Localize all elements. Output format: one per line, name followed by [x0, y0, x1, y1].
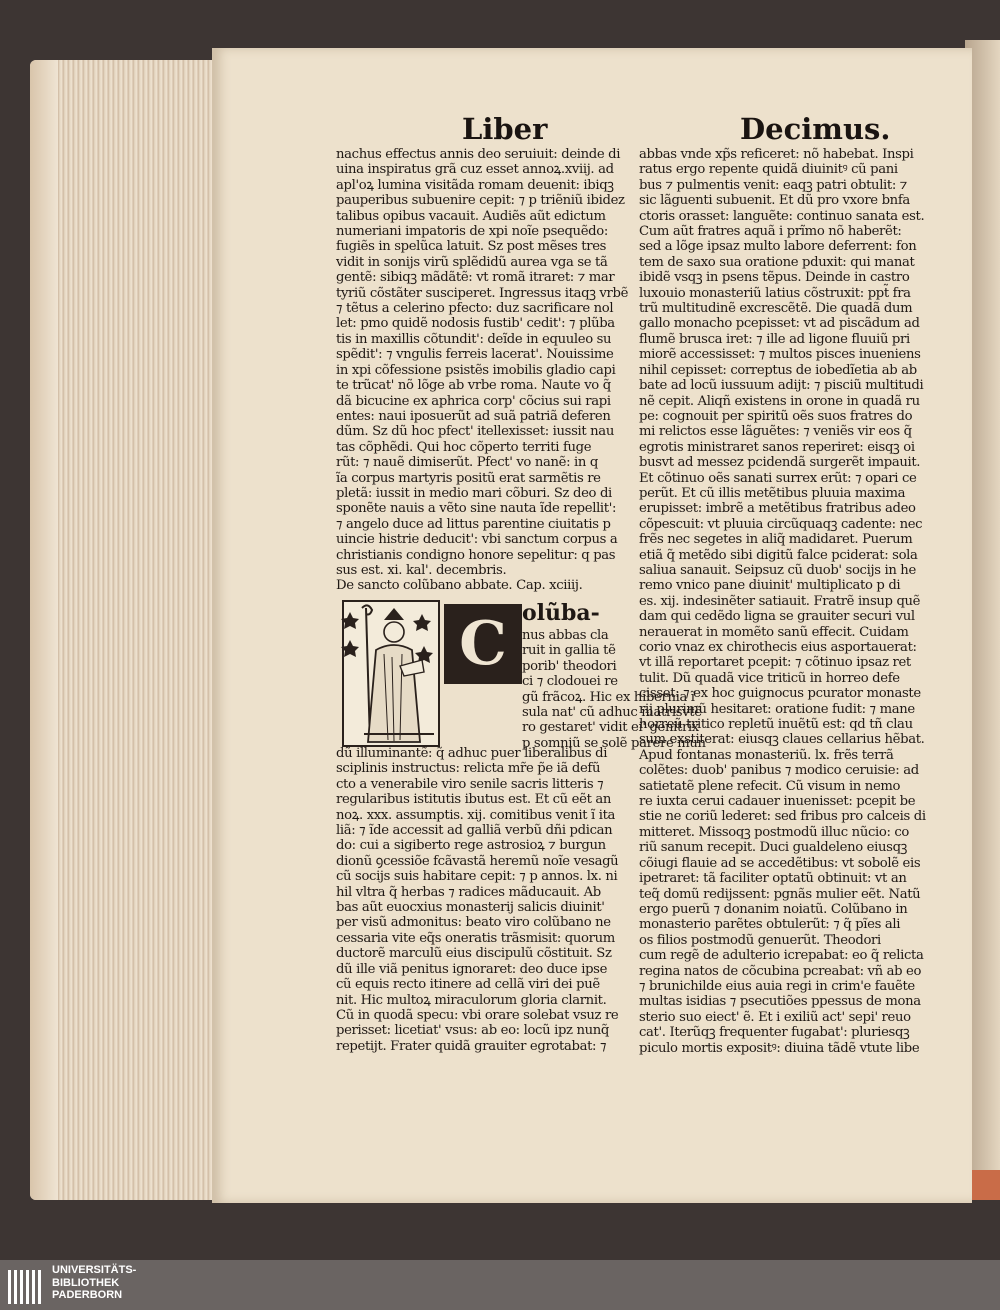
text-line: tas cõphẽdi. Qui hoc cõperto territi fuge [336, 439, 592, 455]
text-line: tem de saxo sua oratione pduxit: qui manat [639, 254, 915, 270]
text-line: ipetraret: tã faciliter optatũ obtinuit: vt an [639, 871, 907, 887]
text-line: flumẽ brusca iret: ⁊ ille ad ligone fluuiũ pri [639, 331, 910, 347]
text-line: repetijt. Frater quidã grauiter egrotabat: ⁊ [336, 1038, 607, 1054]
text-line: rũt: ⁊ nauẽ dimiserũt. Pfect' vo nanẽ: in q [336, 455, 598, 471]
binding-edge [30, 60, 58, 1200]
text-line: rij plurimũ hesitaret: oratione fudit: ⁊ mane [639, 701, 915, 717]
text-line: regularibus istitutis ibutus est. Et cũ eẽt an [336, 792, 612, 808]
text-line: let: pmo quidẽ nodosis fustib' cedit': ⁊ plũba [336, 316, 615, 332]
text-line: tyriũ cõstãter susciperet. Ingressus itaqꝫ vrbẽ [336, 285, 629, 301]
text-line: per visũ admonitus: beato viro colũbano ne [336, 915, 611, 931]
text-line: corio vnaz ex chirothecis eius asportauerat: [639, 640, 917, 655]
text-line: dã bicucine ex aphrica corp' cõcius sui rapi [336, 393, 611, 409]
text-line: bas aũt euocxius monasterij salicis diuinit' [336, 900, 605, 916]
text-line: cisset: ⁊ ex hoc guignocus pcurator monaste [639, 686, 921, 702]
text-line: ⁊ brunichilde eius auia regi in crim'e fauẽte [639, 978, 915, 994]
text-line: perisset: licetiat' vsus: ab eo: locũ ipz nunq̃ [336, 1023, 610, 1039]
text-line: apl'oꝝ lumina visitãda romam deuenit: ibiqꝫ [336, 177, 614, 193]
text-line: ctoris orasset: languẽte: continuo sanata est. [639, 208, 925, 224]
text-line: sus est. xi. kal'. decembris. [336, 562, 507, 578]
text-line: ⁊ angelo duce ad littus parentine ciuitatis p [336, 516, 611, 532]
text-line: abbas vnde xp̃s reficeret: nõ habebat. Inspi [639, 147, 914, 162]
text-line: cat'. Iterũqꝫ frequenter fugabat': pluriesqꝫ [639, 1025, 910, 1041]
library-logo-text [52, 1264, 136, 1302]
running-header-right: Decimus. [740, 112, 891, 146]
text-line: pauperibus subuenire cepit: ⁊ p triẽniũ ibidez [336, 193, 625, 209]
page-block-edges [30, 60, 220, 1200]
text-line: sic lãguenti subuenit. Et dũ pro vxore bnfa [639, 193, 910, 209]
olubanus-heading: olũba- [522, 600, 600, 626]
text-line: ruit in gallia tẽ [522, 643, 616, 659]
text-line: pletã: iussit in medio mari cõburi. Sz deo di [336, 485, 612, 501]
footer-bar [0, 1260, 1000, 1310]
text-line: remo vnico pane diuinit' multiplicato p di [639, 578, 901, 594]
text-line: riũ sanum recepit. Duci gualdeleno eiusqꝫ [639, 840, 908, 856]
text-line: trũ multitudinẽ excrescẽtẽ. Die quadã dum [639, 301, 913, 317]
text-line: frẽs nec segetes in aliq̃ madidaret. Puerum [639, 532, 913, 548]
text-line: busvt ad messez pcidendã surgerẽt impauit. [639, 455, 921, 471]
left-column-bottom [336, 746, 634, 1054]
text-line: porib' theodori [522, 658, 617, 674]
text-line: cũ socijs suis habitare cepit: ⁊ p annos. lx. ni [336, 869, 618, 885]
text-line: bate ad locũ iussuum adijt: ⁊ pisciũ multitudi [639, 378, 924, 394]
text-line: os filios postmodũ genuerũt. Theodori [639, 932, 881, 948]
abbot-figure-icon [344, 602, 438, 745]
text-line: sponẽte nauis a vẽto sine nauta ĩde repellit': [336, 501, 617, 517]
text-line: christianis condigno honore sepelitur: q pas [336, 547, 616, 563]
text-line: cõiugi flauie ad se accedẽtibus: vt sobolẽ eis [639, 855, 921, 871]
text-line: luxouio monasteriũ latius cõstruxit: ppt̃ fra [639, 285, 911, 301]
left-column-beside-initial [522, 628, 706, 751]
text-line: regina natos de cõcubina pcreabat: vñ ab eo [639, 963, 922, 979]
text-line: hil vltra q̃ herbas ⁊ radices mãducauit. Ab [336, 884, 601, 900]
text-line: vidit in sonijs virũ splẽdidũ aurea vga se tã [336, 254, 608, 270]
running-header-left: Liber [462, 112, 548, 146]
text-line: cum regẽ de adulterio icrepabat: eo q̃ relicta [639, 948, 924, 964]
text-line: sum exstiterat: eiusqꝫ claues cellarius hẽbat. [639, 732, 925, 748]
text-line: in xpi cõfessione psistẽs imobilis gladio capi [336, 362, 616, 378]
text-line: Et cõtinuo oẽs sanati surrex erũt: ⁊ opari ce [639, 470, 917, 486]
text-line: uincie histrie deducit': vbi sanctum corpus a [336, 532, 618, 548]
text-line: ro gestaret' vidit ei' genitrix [522, 720, 699, 736]
library-logo-icon [8, 1266, 48, 1306]
text-line: colẽtes: duob' panibus ⁊ modico ceruisie: ad [639, 763, 919, 779]
left-column-top [336, 147, 634, 578]
text-line: perũt. Et cũ illis metẽtibus pluuia maxima [639, 485, 906, 501]
text-line: teq̃ domũ redijssent: pgnãs mulier eẽt. Natũ [639, 886, 921, 902]
text-line: talibus opibus vacauit. Audiẽs aũt edictum [336, 208, 606, 224]
text-line: dũ illuminantẽ: q̃ adhuc puer liberalibus di [336, 746, 608, 761]
text-line: satietatẽ plene refecit. Cũ visum in nemo [639, 778, 901, 794]
text-line: nachus effectus annis deo seruiuit: deinde di [336, 147, 621, 162]
text-line: fugiẽs in spelũca latuit. Sz post mẽses tres [336, 239, 607, 255]
text-line: sed a lõge ipsaz multo labore deferrent: fon [639, 239, 917, 255]
text-line: ci ⁊ clodouei re [522, 674, 618, 690]
text-line: Apud fontanas monasteriũ. lx. frẽs terrã [639, 747, 894, 763]
text-line: te trũcat' nõ lõge ab vrbe roma. Naute vo q̃ [336, 378, 611, 394]
text-line: uina inspiratus grã cuz esset annoꝝ.xviij. ad [336, 162, 614, 178]
text-line: re iuxta cerui cadauer inuenisset: pcepit be [639, 794, 916, 810]
text-line: mitteret. Missoqꝫ postmodũ illuc nũcio: co [639, 824, 910, 840]
text-line: dũ ille viã penitus ignoraret: deo duce ipse [336, 961, 608, 977]
text-line: numeriani impatoris de xpi noĩe psequẽdo: [336, 224, 608, 240]
text-line: bus ⁊ pulmentis venit: eaqꝫ patri obtulit: ⁊ [639, 177, 908, 193]
text-line: dionũ ꝯcessiõe fcãvastã heremũ noĩe vesagũ [336, 853, 619, 869]
logo-line: BIBLIOTHEK [52, 1276, 120, 1289]
text-line: gentẽ: sibiqꝫ mãdãtẽ: vt romã itraret: ⁊ mar [336, 270, 615, 286]
text-line: cũ equis recto itinere ad cellã viri dei puẽ [336, 977, 600, 993]
text-line: erupisset: imbrẽ a metẽtibus fratribus adeo [639, 501, 916, 517]
text-line: ratus ergo repente quidã diuinitꝰ cũ pani [639, 162, 898, 178]
text-line: miorẽ accessisset: ⁊ multos pisces inueniens [639, 347, 921, 363]
text-line: noꝝ. xxx. assumptis. xij. comitibus venit ĩ ita [336, 807, 616, 823]
text-line: liã: ⁊ ĩde accessit ad galliã verbũ dñi pdican [336, 823, 613, 839]
text-line: nihil cepisset: correptus de iobedĩetia ab ab [639, 362, 917, 378]
text-line: entes: naui iposuerũt ad suã patriã deferen [336, 408, 611, 424]
text-line: mi relictos esse lãguẽtes: ⁊ veniẽs vir eos q̃ [639, 424, 912, 440]
text-line: ergo puerũ ⁊ donanim noiatũ. Colũbano in [639, 901, 908, 917]
text-line: nerauerat in momẽto sanũ effecit. Cuidam [639, 624, 909, 640]
woodcut-illustration [342, 600, 440, 747]
text-line: p somniũ se solẽ parere mun [522, 735, 706, 751]
text-line: nẽ cepit. Aliqñ existens in orone in quadã ru [639, 393, 920, 409]
text-line: nit. Hic multoꝝ miraculorum gloria clarnit. [336, 992, 607, 1008]
text-line: spẽdit': ⁊ vngulis ferreis lacerat'. Nouissime [336, 347, 614, 363]
text-line: dũm. Sz dũ hoc pfect' itellexisset: iussit nau [336, 424, 614, 440]
text-line: pe: cognouit per spiritũ oẽs suos fratres do [639, 408, 913, 424]
text-line: horreũ tritico repletũ inuẽtũ est: qd tñ clau [639, 717, 913, 733]
text-line: egrotis ministraret sanos reperiret: eisqꝫ oi [639, 439, 915, 455]
text-line: tulit. Dũ quadã vice triticũ in horreo defe [639, 670, 900, 686]
logo-line: PADERBORN [52, 1289, 123, 1301]
text-line: cõpescuit: vt pluuia circũquaqꝫ cadente: nec [639, 516, 923, 532]
text-line: sterio suo eiect' ẽ. Et i exiliũ act' sepi' reuo [639, 1009, 911, 1025]
text-line: tis in maxillis cõtundit': deĩde in equuleo su [336, 331, 612, 347]
text-line: etiã q̃ metẽdo sibi digitũ falce pciderat: sola [639, 547, 918, 563]
text-line: monasterio parẽtes obtulerũt: ⁊ q̃ pĩes ali [639, 917, 901, 933]
initial-letter: C [459, 609, 507, 679]
text-line: dam qui cedẽdo ligna se grauiter securi vul [639, 609, 915, 625]
text-line: multas isidias ⁊ psecutiões ppessus de mona [639, 994, 921, 1010]
text-line: ⁊ tẽtus a celerino pfecto: duz sacrificare nol [336, 301, 614, 317]
logo-line: UNIVERSITÄTS- [52, 1264, 137, 1276]
text-line: saliua sanauit. Seipsuz cũ duob' socijs in he [639, 562, 916, 578]
text-line: sciplinis instructus: relicta mr̃e p̃e iã defũ [336, 761, 601, 777]
chapter-caption: De sancto colũbano abbate. Cap. xciiij. [336, 578, 583, 593]
text-line: do: cui a sigiberto rege astrosioꝝ ⁊ burgun [336, 838, 606, 854]
text-line: Cum aũt fratres aquã i prĩmo nõ haberẽt: [639, 224, 902, 240]
text-line: piculo mortis expositꝰ: diuina tãdẽ vtute libe [639, 1040, 920, 1056]
text-line: sula nat' cũ adhuc matrisvtẽ [522, 705, 702, 721]
text-line: cto a venerabile viro senile sacris litteris ⁊ [336, 776, 604, 792]
text-line: cessaria vite eq̃s oneratis trãsmisit: quorum [336, 930, 615, 946]
right-column [639, 147, 939, 1056]
text-line: ĩa corpus martyris positũ erat sarmẽtis re [336, 470, 601, 486]
decorated-initial [444, 604, 522, 684]
text-line: gũ frãcoꝝ. Hic ex hibernia ĩ [522, 689, 695, 705]
text-line: nus abbas cla [522, 628, 609, 643]
text-line: gallo monacho pcepisset: vt ad piscãdum ad [639, 316, 920, 332]
text-line: stie ne coriũ lederet: sed fribus pro calceis di [639, 809, 926, 825]
text-line: Cũ in quodã specu: vbi orare solebat vsuz re [336, 1007, 619, 1023]
text-line: ductorẽ marculũ eius discipulũ cõstituit. Sz [336, 946, 612, 962]
text-line: vt illã reportaret pcepit: ⁊ cõtinuo ipsaz ret [639, 655, 911, 671]
text-line: ibidẽ vsqꝫ in psens tẽpus. Deinde in castro [639, 270, 910, 286]
text-line: es. xij. indesinẽter satiauit. Fratrẽ insup quẽ [639, 593, 921, 609]
